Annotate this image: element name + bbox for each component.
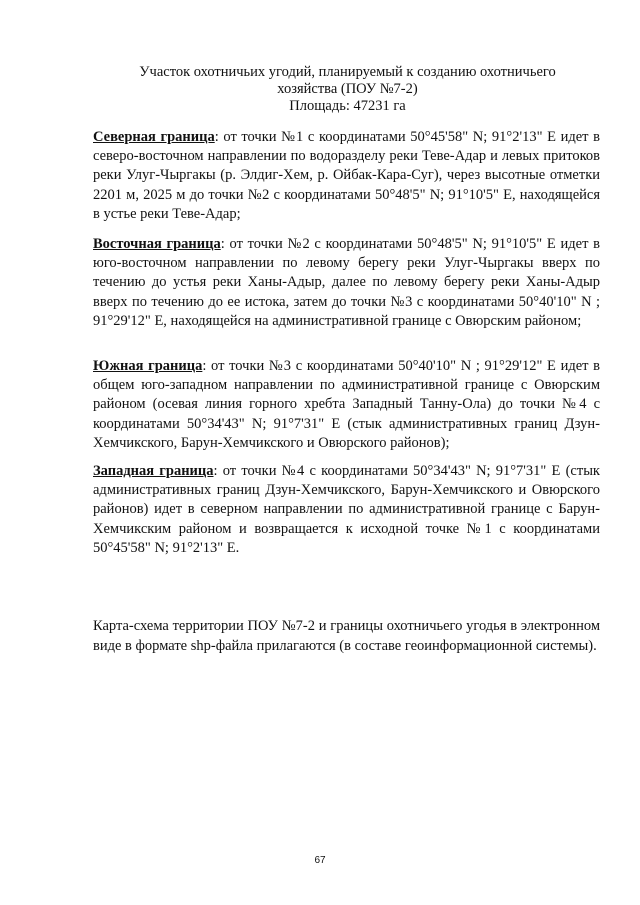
header-area: Площадь: 47231 га bbox=[289, 98, 406, 114]
header-subtitle: хозяйства (ПОУ №7-2) bbox=[277, 81, 418, 97]
east-border-heading: Восточная граница bbox=[93, 236, 221, 252]
north-border-heading: Северная граница bbox=[93, 129, 215, 145]
north-border-text: : от точки №1 с координатами 50°45'58" N; 91°2'13" E идет в северо-восточном направлении по водоразделу реки Теве-Адар и левых притоков реки Улуг-Чыргакы (р. Элдиг-Хем, р. Ойбак-Кара-Суг), через высотные отметки 2201 м, 2025 м до точки №2 с координатами 50°48'5" N; 91°10'5" E, находящейся в устье реки Теве-Адар; bbox=[93, 129, 601, 222]
west-border-section bbox=[93, 462, 600, 558]
header-title: Участок охотничьих угодий, планируемый к созданию охотничьего bbox=[139, 64, 556, 80]
north-border-section bbox=[93, 128, 600, 224]
south-border-section bbox=[93, 357, 600, 453]
east-border-text: : от точки №2 с координатами 50°48'5" N; 91°10'5" E идет в юго-восточном направлении по левому берегу реки Улуг-Чыргакы вверх по течению до устья реки Ханы-Адыр, далее по левому берегу реки Ханы-Адыр вверх по течению до ее истока, затем до точки №3 с координатами 50°40'10" N ; 91°29'12" E, находящейся на административной границе с Овюрским районом; bbox=[93, 236, 600, 329]
page-number: 67 bbox=[314, 855, 326, 866]
west-border-text: : от точки №4 с координатами 50°34'43" N; 91°7'31" E (стык административных границ Дзун-Хемчикского, Барун-Хемчикского и Овюрского районов) идет в северном направлении по административной границе с Барун-Хемчикским районом и возвращается к исходной точке №1 с координатами 50°45'58" N; 91°2'13" E. bbox=[93, 463, 600, 556]
map-note-paragraph: Карта-схема территории ПОУ №7-2 и границы охотничьего угодья в электронном виде в формате shp-файла прилагаются (в составе геоинформационной системы). bbox=[93, 618, 600, 654]
document-header bbox=[95, 64, 600, 115]
south-border-text: : от точки №3 с координатами 50°40'10" N ; 91°29'12" E идет в общем юго-западном направлении по административной границе с Овюрским районом (осевая линия горного хребта Западный Танну-Ола) до точки №4 с координатами 50°34'43" N; 91°7'31" E (стык административных границ Дзун-Хемчикского, Барун-Хемчикского и Овюрского районов); bbox=[93, 358, 600, 451]
south-border-heading: Южная граница bbox=[93, 358, 203, 374]
east-border-section bbox=[93, 235, 600, 331]
west-border-heading: Западная граница bbox=[93, 463, 214, 479]
